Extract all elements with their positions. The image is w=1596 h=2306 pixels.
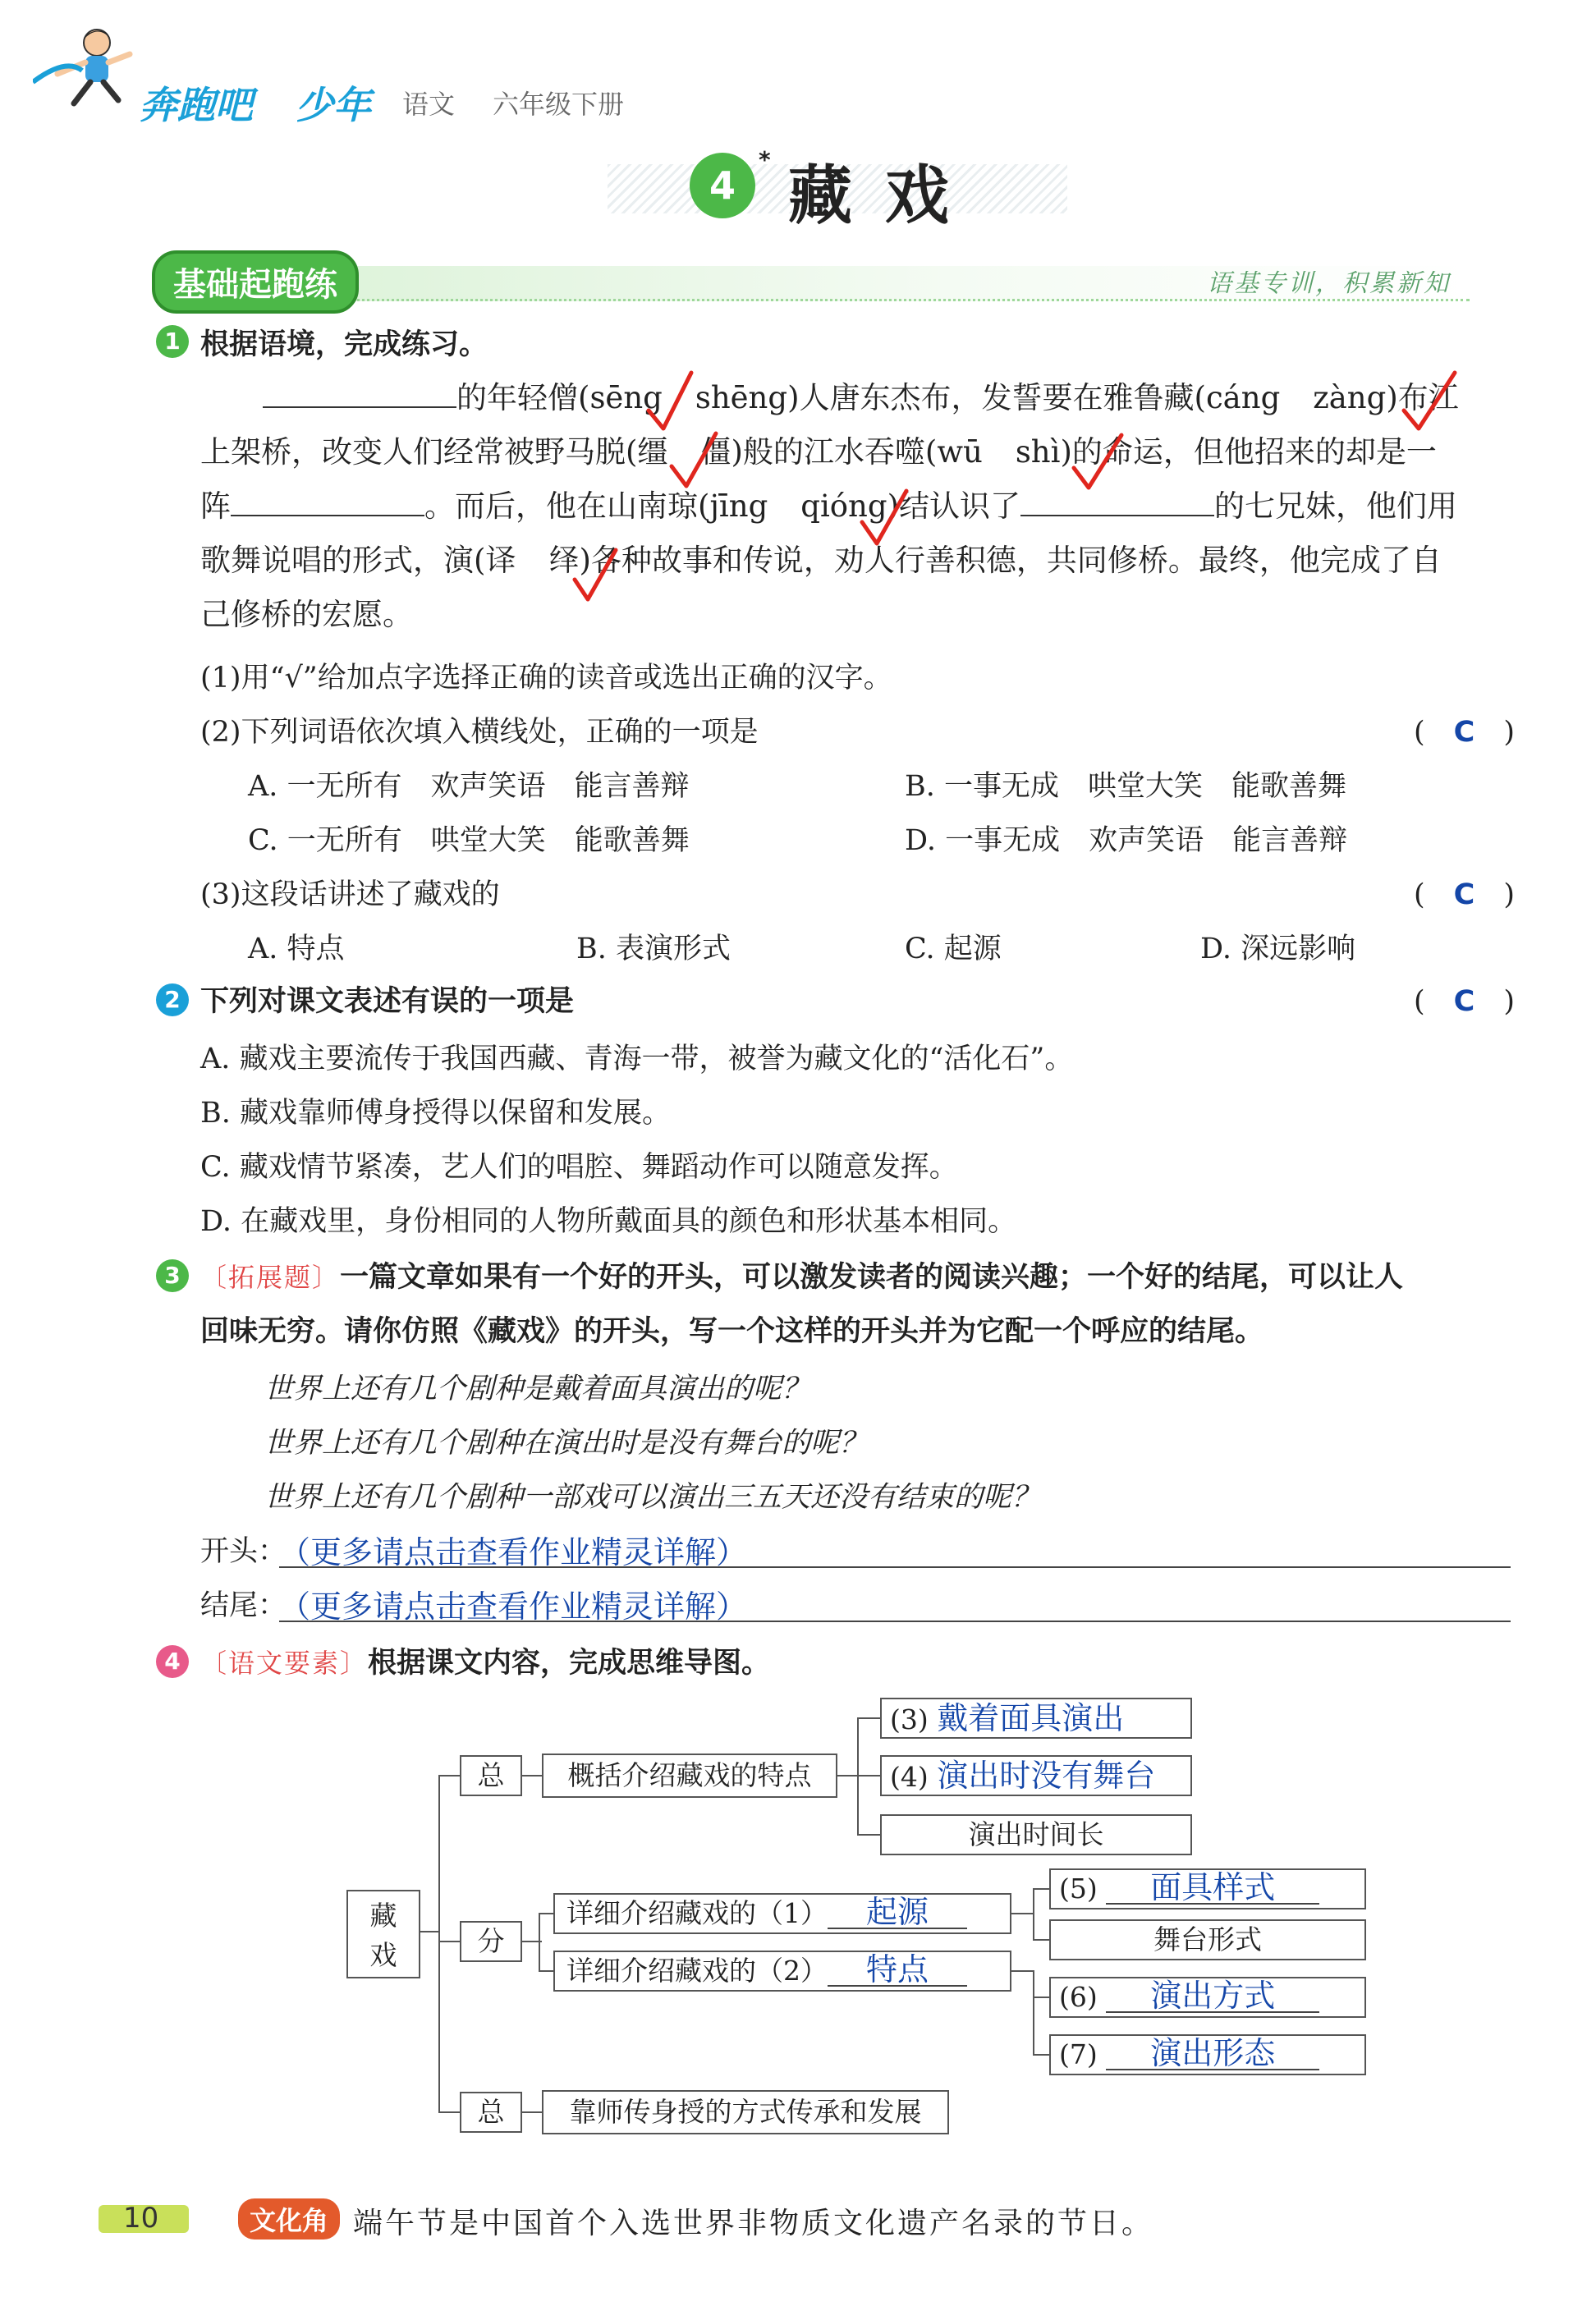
brand-name: 奔跑吧 [140,83,253,127]
mindmap-answer-6[interactable]: 演出方式 [1106,1980,1319,2013]
mindmap-answer-1[interactable]: 起源 [828,1896,967,1929]
connector [1033,1997,1049,1998]
culture-corner-badge: 文化角 [238,2198,340,2240]
question-3-heading-line2: 回味无穷。请你仿照《藏戏》的开头，写一个这样的开头并为它配一个呼应的结尾。 [200,1315,1264,1348]
mindmap-answer-2[interactable]: 特点 [828,1954,967,1987]
mindmap-leaf-fixed-2: 舞台形式 [1049,1919,1366,1960]
check-mark-icon [649,373,691,429]
mindmap-answer-4[interactable]: 演出时没有舞台 [937,1758,1156,1794]
mindmap-leaf-3: (3) 戴着面具演出 [880,1698,1192,1739]
page-number: 10 [123,2202,159,2235]
connector [522,1775,542,1776]
connector [539,1970,553,1972]
check-mark-icon [1404,373,1455,429]
connector [1033,1888,1034,1939]
question-2-heading: 下列对课文表述有误的一项是 [200,985,575,1018]
subject-label: 语文 [402,89,456,120]
mindmap-leaf-6: (6) 演出方式 [1049,1977,1366,2018]
mindmap-branch-bottom: 靠师传身授的方式传承和发展 [542,2090,949,2134]
connector [539,1913,540,1972]
q1-sub3-option-a: A. 特点 [248,933,345,965]
q1-sub3-option-d: D. 深远影响 [1200,933,1356,965]
q3-open-answer-field[interactable] [279,1527,1511,1568]
q1-sub2-option-b: B. 一事无成 哄堂大笑 能歌善舞 [905,770,1346,803]
question-4-heading: 〔语文要素〕根据课文内容，完成思维导图。 [200,1647,771,1680]
mindmap-leaf-5: (5) 面具样式 [1049,1868,1366,1909]
question-3-number: 3 [156,1259,189,1292]
check-mark-icon [575,550,616,599]
connector [438,1941,460,1942]
question-2-number: 2 [156,983,189,1016]
q1-sub2-option-a: A. 一无所有 欢声笑语 能言善辩 [248,770,690,803]
connector [438,1775,440,2113]
lesson-number-badge: 4 [690,153,755,218]
q3-end-answer-field[interactable] [279,1581,1511,1625]
grade-label: 六年级下册 [493,89,625,120]
q2-option-c: C. 藏戏情节紧凑，艺人们的唱腔、舞蹈动作可以随意发挥。 [200,1151,958,1184]
mindmap-zong-1: 总 [460,1755,522,1796]
q3-end-label: 结尾： [200,1589,287,1622]
q1-passage: 的年轻僧(sēng shēng)人唐东杰布，发誓要在雅鲁藏(cáng zàng)布江 上架桥，改变人们经常被野马脱(缰 僵)般的江水吞噬(wū shì)的命运，但他招来的却是一 阵 。而后，他在山南琼(jīng qióng)结认识了 的七兄妹，他们用 歌舞说唱的形式，演(译 绎)各种故事和传说，劝人行善积德，共同修桥。最终，他完成了自 己修桥的宏愿。 [200,380,1459,632]
question-4-number: 4 [156,1645,189,1678]
question-1-number: 1 [156,325,189,358]
connector [1033,1939,1049,1941]
q1-sub2: (2)下列词语依次填入横线处，正确的一项是 [200,716,759,749]
mindmap-branch-mid-1: 详细介绍藏戏的（1） 起源 [553,1893,1011,1934]
lesson-title: 藏戏 [788,159,983,233]
q3-open-answer: （更多请点击查看作业精灵详解） [279,1534,748,1570]
q1-sub2-option-d: D. 一事无成 欢声笑语 能言善辩 [905,824,1348,857]
check-mark-icon [1074,435,1121,488]
question-3-tag: 〔拓展题〕 [200,1262,341,1293]
connector [1033,1970,1034,2054]
q3-open-label: 开头： [200,1535,287,1568]
mindmap-branch-mid-2: 详细介绍藏戏的（2） 特点 [553,1951,1011,1992]
q1-sub3-option-b: B. 表演形式 [576,933,731,965]
check-mark-icon [862,491,906,543]
connector [857,1717,880,1719]
q2-option-b: B. 藏戏靠师傅身授得以保留和发展。 [200,1097,671,1130]
mindmap-answer-3[interactable]: 戴着面具演出 [937,1700,1125,1736]
connector [420,1931,438,1932]
connector [1011,1913,1033,1914]
connector [1011,1970,1033,1972]
q1-sub1: (1)用“√”给加点字选择正确的读音或选出正确的汉字。 [200,662,892,695]
question-1-heading: 根据语境，完成练习。 [200,328,488,361]
connector [857,1775,880,1776]
mindmap-zong-2: 总 [460,2092,522,2133]
check-marks [0,0,1596,739]
mindmap-branch-top: 概括介绍藏戏的特点 [542,1754,837,1798]
section-tagline: 语基专训，积累新知 [1207,269,1451,298]
mindmap-leaf-7: (7) 演出形态 [1049,2034,1366,2075]
connector [857,1834,880,1836]
q1-sub2-option-c: C. 一无所有 哄堂大笑 能歌善舞 [248,824,690,857]
section-badge: 基础起跑练 [152,250,359,314]
q2-option-d: D. 在藏戏里，身份相同的人物所戴面具的颜色和形状基本相同。 [200,1205,1017,1238]
connector [837,1775,857,1776]
mindmap-root: 藏 戏 [346,1890,420,1978]
mindmap-leaf-fixed-1: 演出时间长 [880,1814,1192,1855]
mindmap-answer-7[interactable]: 演出形态 [1106,2038,1319,2070]
mindmap-fen: 分 [460,1921,522,1962]
question-4-tag: 〔语文要素〕 [200,1648,369,1679]
q1-sub3-option-c: C. 起源 [905,933,1002,965]
q2-option-a: A. 藏戏主要流传于我国西藏、青海一带，被誉为藏文化的“活化石”。 [200,1043,1074,1075]
q1-sub3-bracket: ( C ) [1414,878,1515,911]
check-mark-icon [672,433,716,486]
q3-quote-1: 世界上还有几个剧种是戴着面具演出的呢？ [264,1373,811,1405]
lesson-star: * [759,146,771,173]
q1-sub3: (3)这段话讲述了藏戏的 [200,878,500,911]
connector [1033,1888,1049,1890]
brand-name-2: 少年 [296,83,371,127]
connector [1033,2054,1049,2056]
connector [438,1775,460,1776]
connector [438,2111,460,2113]
question-3-heading-line1: 〔拓展题〕一篇文章如果有一个好的开头，可以激发读者的阅读兴趣；一个好的结尾，可以让人 [200,1261,1404,1294]
mindmap-leaf-4: (4) 演出时没有舞台 [880,1755,1192,1796]
q3-quote-2: 世界上还有几个剧种在演出时是没有舞台的呢？ [264,1427,869,1460]
q1-sub2-bracket: ( C ) [1414,716,1515,749]
q3-quote-3: 世界上还有几个剧种一部戏可以演出三五天还没有结束的呢？ [264,1481,1041,1514]
connector [522,2111,542,2113]
q3-end-answer: （更多请点击查看作业精灵详解） [279,1589,748,1625]
mindmap-answer-5[interactable]: 面具样式 [1106,1872,1319,1905]
q2-bracket: ( C ) [1414,985,1515,1018]
culture-corner-text: 端午节是中国首个入选世界非物质文化遗产名录的节日。 [353,2207,1154,2240]
connector [539,1913,553,1914]
